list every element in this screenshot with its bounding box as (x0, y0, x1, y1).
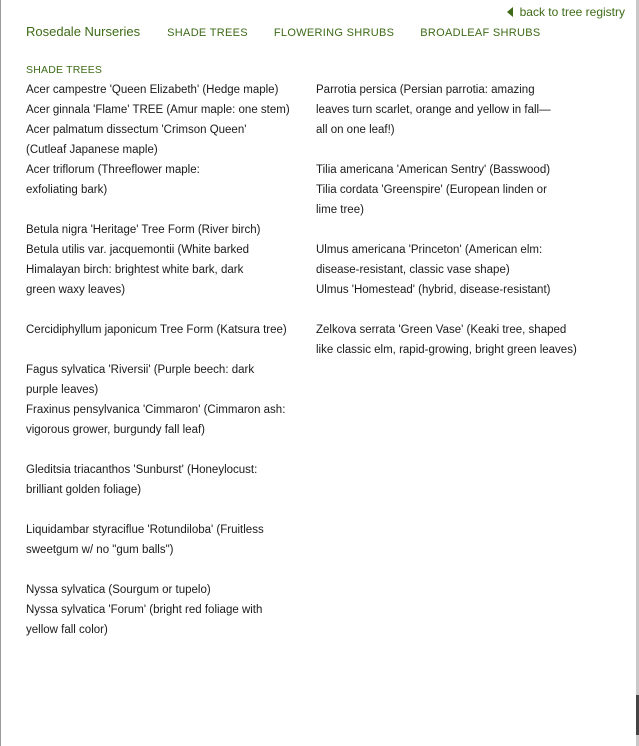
plant-entry: Gleditsia triacanthos 'Sunburst' (Honeylocust: brilliant golden foliage) (26, 464, 258, 496)
window-left-border (0, 0, 1, 746)
plant-entry: Fraxinus pensylvanica 'Cimmaron' (Cimmaron ash: vigorous grower, burgundy fall leaf) (26, 404, 286, 436)
plant-entry: Zelkova serrata 'Green Vase' (Keaki tree, shaped like classic elm, rapid-growing, bright green leaves) (316, 324, 577, 356)
plant-entry: Acer ginnala 'Flame' TREE (Amur maple: one stem) (26, 104, 290, 116)
nav-shade-trees[interactable]: SHADE TREES (167, 27, 248, 39)
plant-entry: Betula nigra 'Heritage' Tree Form (River birch) (26, 224, 261, 236)
plant-entry: Parrotia persica (Persian parrotia: amazing leaves turn scarlet, orange and yellow in fall— all on one leaf!) (316, 84, 551, 136)
plant-entry: Betula utilis var. jacquemontii (White barked Himalayan birch: brightest white bark, dark green waxy leaves) (26, 244, 250, 296)
plant-group (26, 360, 308, 440)
back-link-label: back to tree registry (519, 5, 625, 19)
plant-entry: Nyssa sylvatica 'Forum' (bright red foliage with yellow fall color) (26, 604, 263, 636)
plant-entry: Acer triflorum (Threeflower maple: exfoliating bark) (26, 164, 200, 196)
plant-group (26, 80, 308, 200)
right-column (316, 80, 606, 380)
top-navigation (26, 24, 567, 39)
plant-group (316, 320, 606, 360)
plant-entry: Nyssa sylvatica (Sourgum or tupelo) (26, 584, 211, 596)
plant-entry: Acer palmatum dissectum 'Crimson Queen' (Cutleaf Japanese maple) (26, 124, 247, 156)
nav-flowering-shrubs[interactable]: FLOWERING SHRUBS (273, 27, 395, 39)
plant-entry: Acer campestre 'Queen Elizabeth' (Hedge maple) (26, 84, 279, 96)
plant-group (26, 460, 308, 500)
plant-group (26, 220, 308, 300)
nav-broadleaf-shrubs[interactable]: BROADLEAF SHRUBS (420, 27, 541, 39)
plant-group (26, 520, 308, 560)
plant-entry: Tilia americana 'American Sentry' (Basswood) (316, 164, 551, 176)
plant-group (316, 240, 606, 300)
plant-entry: Liquidambar styraciflue 'Rotundiloba' (Fruitless sweetgum w/ no "gum balls") (26, 524, 264, 556)
section-title: SHADE TREES (26, 64, 103, 76)
back-to-registry-link[interactable] (507, 5, 625, 19)
brand-name[interactable]: Rosedale Nurseries (26, 24, 141, 39)
plant-group (316, 80, 606, 140)
plant-entry: Tilia cordata 'Greenspire' (European linden or lime tree) (316, 184, 547, 216)
plant-group (26, 580, 308, 640)
plant-group (26, 320, 308, 340)
plant-entry: Ulmus americana 'Princeton' (American elm: disease-resistant, classic vase shape) (316, 244, 543, 276)
plant-entry: Ulmus 'Homestead' (hybrid, disease-resistant) (316, 284, 551, 296)
plant-group (316, 160, 606, 220)
plant-entry: Fagus sylvatica 'Riversii' (Purple beech: dark purple leaves) (26, 364, 255, 396)
left-arrow-icon (507, 7, 513, 17)
plant-entry: Cercidiphyllum japonicum Tree Form (Katsura tree) (26, 324, 287, 336)
left-column (26, 80, 308, 660)
